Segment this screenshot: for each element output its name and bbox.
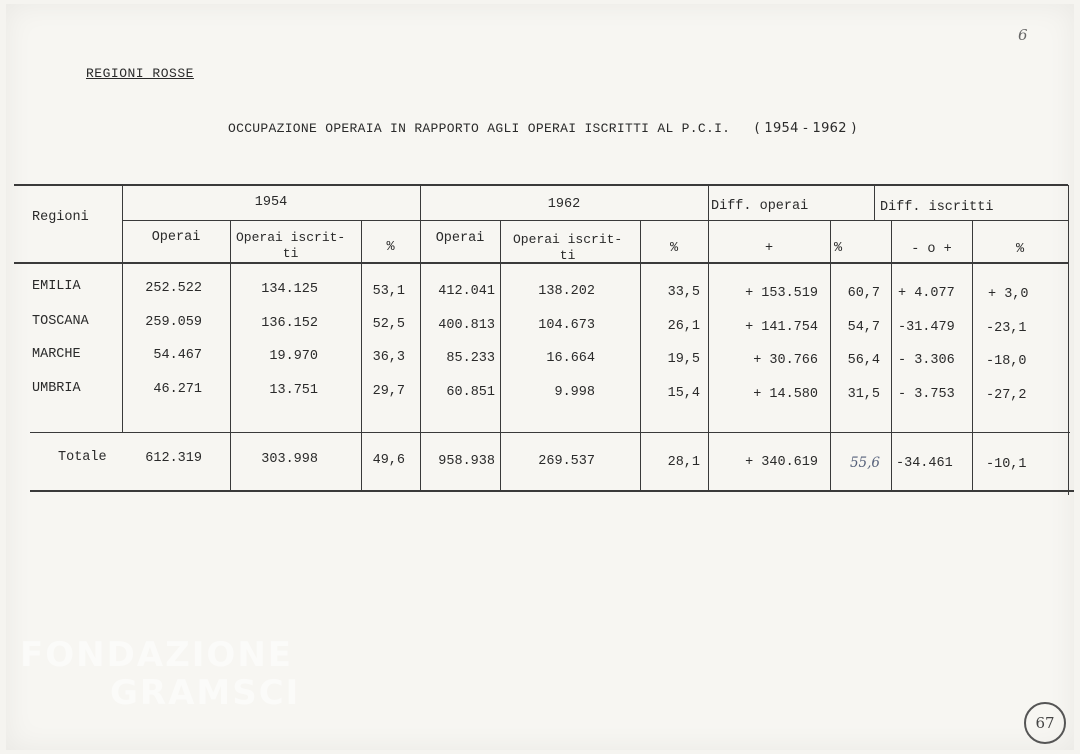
- cell-diff-operai-pct: 31,5: [847, 387, 880, 402]
- cell-diff-operai-pct: 60,7: [847, 286, 880, 301]
- cell-pct-1954: 53,1: [372, 284, 405, 299]
- cell-operai-1962: 958.938: [438, 454, 495, 469]
- subheader-plus: +: [764, 241, 774, 256]
- cell-diff-iscritti: -34.461: [896, 456, 953, 471]
- cell-iscritti-1962: 9.998: [554, 385, 595, 400]
- subheader-pct-diff-operai: %: [834, 241, 843, 256]
- cell-operai-1954: 259.059: [145, 315, 202, 330]
- subheader-operai-1954: Operai: [151, 230, 201, 245]
- cell-diff-iscritti-pct: -10,1: [986, 457, 1027, 472]
- header-1962: 1962: [547, 197, 581, 212]
- header-1954: 1954: [254, 195, 288, 210]
- cell-iscritti-1962: 269.537: [538, 454, 595, 469]
- cell-iscritti-1962: 104.673: [538, 318, 595, 333]
- subheader-pct-1962: %: [669, 241, 679, 256]
- cell-operai-1962: 60.851: [446, 385, 495, 400]
- cell-iscritti-1954: 13.751: [269, 383, 318, 398]
- subheader-operai-1962: Operai: [435, 231, 485, 246]
- header-regioni: Regioni: [32, 210, 89, 225]
- cell-pct-1954: 29,7: [372, 384, 405, 399]
- row-region: Totale: [58, 450, 107, 465]
- subheader-pct-1954: %: [386, 240, 395, 255]
- cell-diff-iscritti: - 3.306: [898, 353, 955, 368]
- cell-iscritti-1954: 19.970: [269, 349, 318, 364]
- watermark-line: GRAMSCI: [110, 673, 301, 713]
- cell-diff-operai-pct: 56,4: [847, 353, 880, 368]
- cell-diff-iscritti-pct: + 3,0: [988, 287, 1029, 302]
- cell-pct-1954: 49,6: [372, 453, 405, 468]
- subheader-line1: Operai iscrit-: [513, 232, 623, 247]
- cell-iscritti-1954: 303.998: [261, 452, 318, 467]
- header-diff-operai: Diff. operai: [711, 199, 809, 214]
- cell-iscritti-1954: 134.125: [261, 282, 318, 297]
- watermark-line: FONDAZIONE: [20, 635, 294, 675]
- cell-operai-1954: 612.319: [145, 451, 202, 466]
- subheader-iscritti-1962: [513, 232, 622, 264]
- page-number: 6: [1018, 26, 1028, 44]
- cell-pct-1962: 26,1: [667, 319, 700, 334]
- row-region: EMILIA: [32, 279, 81, 294]
- cell-diff-iscritti-pct: -27,2: [986, 388, 1027, 403]
- cell-pct-1954: 36,3: [372, 350, 405, 365]
- cell-diff-iscritti: -31.479: [898, 320, 955, 335]
- cell-diff-iscritti-pct: -23,1: [986, 321, 1027, 336]
- cell-iscritti-1962: 138.202: [538, 284, 595, 299]
- cell-pct-1962: 28,1: [667, 455, 700, 470]
- subheader-minus-plus: - o +: [911, 242, 952, 257]
- archive-stamp: 67: [1024, 702, 1066, 744]
- subheader-line2: ti: [282, 246, 299, 261]
- cell-pct-1962: 15,4: [667, 386, 700, 401]
- row-region: TOSCANA: [32, 314, 89, 329]
- cell-operai-1954: 46.271: [153, 382, 202, 397]
- document-title: [228, 121, 857, 136]
- cell-diff-operai: + 340.619: [745, 455, 818, 470]
- row-region: UMBRIA: [32, 381, 81, 396]
- row-region: MARCHE: [32, 347, 81, 362]
- header-diff-iscritti: Diff. iscritti: [880, 200, 994, 215]
- subheader-line2: ti: [559, 248, 576, 263]
- subheader-line1: Operai iscrit-: [236, 230, 346, 245]
- cell-diff-operai-pct: 54,7: [847, 320, 880, 335]
- subheader-iscritti-1954: [236, 230, 345, 262]
- cell-diff-iscritti-pct: -18,0: [986, 354, 1027, 369]
- cell-diff-operai: + 141.754: [745, 320, 818, 335]
- cell-operai-1954: 252.522: [145, 281, 202, 296]
- title-text: OCCUPAZIONE OPERAIA IN RAPPORTO AGLI OPERAI ISCRITTI AL P.C.I.: [228, 121, 731, 136]
- cell-pct-1962: 19,5: [667, 352, 700, 367]
- cell-diff-iscritti: + 4.077: [898, 286, 955, 301]
- title-years: ( 1954 - 1962 ): [754, 121, 857, 136]
- cell-diff-operai: + 153.519: [745, 286, 818, 301]
- cell-iscritti-1954: 136.152: [261, 316, 318, 331]
- cell-diff-operai: + 14.580: [753, 387, 818, 402]
- cell-diff-operai-pct: 55,6: [849, 455, 880, 471]
- cell-iscritti-1962: 16.664: [546, 351, 595, 366]
- cell-pct-1962: 33,5: [667, 285, 700, 300]
- document-heading: REGIONI ROSSE: [86, 66, 194, 81]
- cell-operai-1962: 412.041: [438, 284, 495, 299]
- cell-diff-operai: + 30.766: [753, 353, 818, 368]
- subheader-pct-diff-iscritti: %: [1015, 242, 1025, 257]
- cell-operai-1954: 54.467: [153, 348, 202, 363]
- cell-pct-1954: 52,5: [372, 317, 405, 332]
- watermark-logo: [20, 636, 300, 712]
- cell-operai-1962: 400.813: [438, 318, 495, 333]
- cell-operai-1962: 85.233: [446, 351, 495, 366]
- cell-diff-iscritti: - 3.753: [898, 387, 955, 402]
